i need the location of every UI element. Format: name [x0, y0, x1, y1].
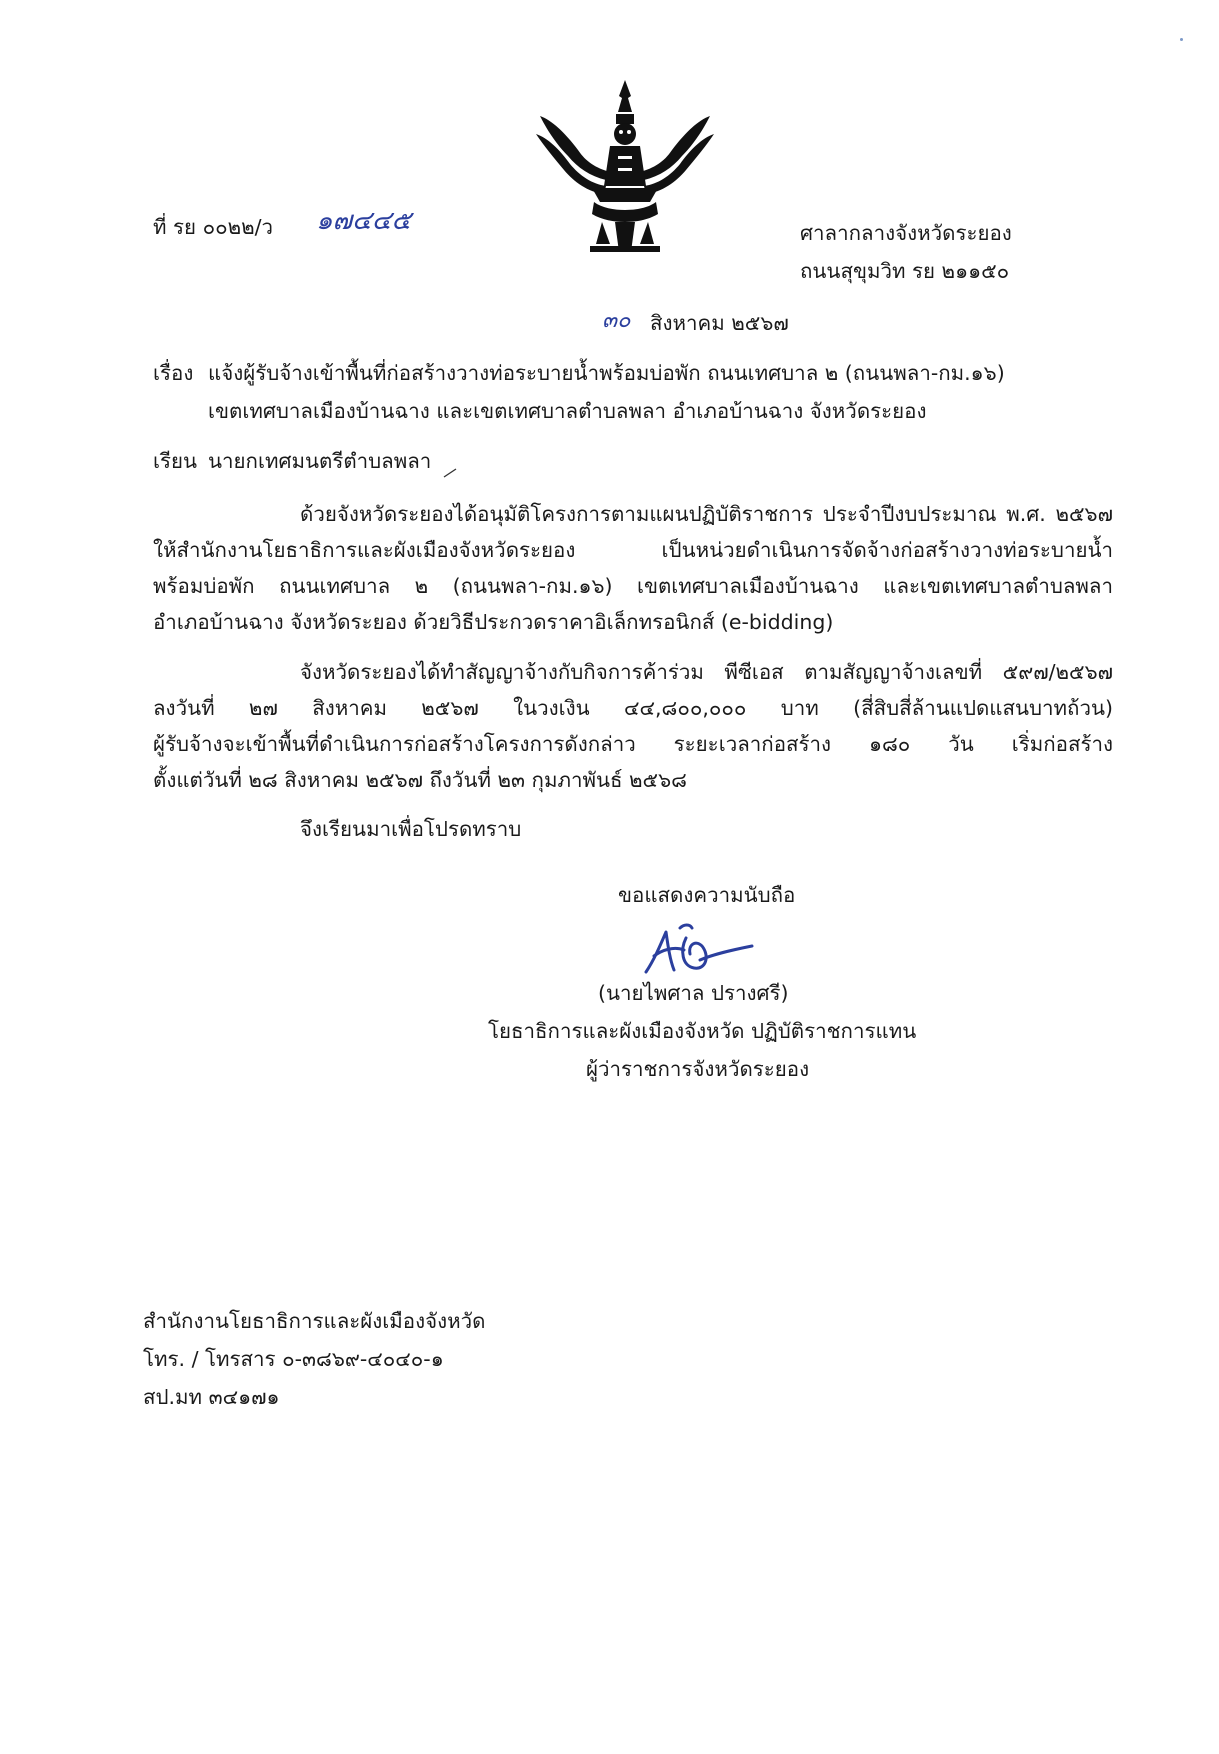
- date-month-year: สิงหาคม ๒๕๖๗: [650, 311, 789, 335]
- sender-office: ศาลากลางจังหวัดระยอง: [800, 221, 1012, 245]
- body-paragraph-1-line-4: อำเภอบ้านฉาง จังหวัดระยอง ด้วยวิธีประกวดราคาอิเล็กทรอนิกส์ (e-bidding): [153, 610, 834, 634]
- body-paragraph-2-line-4: ตั้งแต่วันที่ ๒๘ สิงหาคม ๒๕๖๗ ถึงวันที่ ๒๓ กุมภาพันธ์ ๒๕๖๘: [153, 768, 687, 792]
- footer-office: สำนักงานโยธาธิการและผังเมืองจังหวัด: [143, 1309, 486, 1333]
- body-paragraph-2-line-1: จังหวัดระยองได้ทำสัญญาจ้างกับกิจการค้าร่วม พีซีเอส ตามสัญญาจ้างเลขที่ ๕๙๗/๒๕๖๗: [300, 660, 1113, 684]
- addressee: นายกเทศมนตรีตำบลพลา: [208, 449, 432, 473]
- body-paragraph-2-line-3: ผู้รับจ้างจะเข้าพื้นที่ดำเนินการก่อสร้างโครงการดังกล่าว ระยะเวลาก่อสร้าง ๑๘๐ วัน เริ่มก่อสร้าง: [153, 732, 1113, 756]
- subject-line-1: แจ้งผู้รับจ้างเข้าพื้นที่ก่อสร้างวางท่อระบายน้ำพร้อมบ่อพัก ถนนเทศบาล ๒ (ถนนพลา-กม.๑๖): [208, 361, 1005, 385]
- signature-icon: [640, 920, 758, 984]
- body-paragraph-1-line-1: ด้วยจังหวัดระยองได้อนุมัติโครงการตามแผนปฏิบัติราชการ ประจำปีงบประมาณ พ.ศ. ๒๕๖๗: [300, 502, 1113, 526]
- checkmark-icon: [443, 468, 457, 478]
- date-day-handwritten: ๓๐: [602, 308, 631, 333]
- closing-line: จึงเรียนมาเพื่อโปรดทราบ: [300, 817, 522, 841]
- body-paragraph-1-line-3: พร้อมบ่อพัก ถนนเทศบาล ๒ (ถนนพลา-กม.๑๖) เขตเทศบาลเมืองบ้านฉาง และเขตเทศบาลตำบลพลา: [153, 574, 1113, 598]
- body-paragraph-2-line-2: ลงวันที่ ๒๗ สิงหาคม ๒๕๖๗ ในวงเงิน ๔๔,๘๐๐,๐๐๐ บาท (สี่สิบสี่ล้านแปดแสนบาทถ้วน): [153, 696, 1113, 720]
- signer-title-line-2: ผู้ว่าราชการจังหวัดระยอง: [586, 1057, 810, 1081]
- signer-title-line-1: โยธาธิการและผังเมืองจังหวัด ปฏิบัติราชการแทน: [488, 1019, 917, 1043]
- reference-prefix: ที่ รย ๐๐๒๒/ว: [153, 215, 274, 239]
- subject-label: เรื่อง: [153, 361, 194, 385]
- footer-code: สป.มท ๓๔๑๗๑: [143, 1385, 280, 1409]
- addressee-label: เรียน: [153, 449, 198, 473]
- sender-address: ถนนสุขุมวิท รย ๒๑๑๕๐: [800, 259, 1010, 283]
- subject-line-2: เขตเทศบาลเมืองบ้านฉาง และเขตเทศบาลตำบลพลา อำเภอบ้านฉาง จังหวัดระยอง: [208, 399, 927, 423]
- body-paragraph-1-line-2: ให้สำนักงานโยธาธิการและผังเมืองจังหวัดระยอง เป็นหน่วยดำเนินการจัดจ้างก่อสร้างวางท่อระบายน้ำ: [153, 538, 1113, 562]
- reference-number-handwritten: ๑๗๔๔๕: [316, 206, 412, 236]
- garuda-emblem-icon: [532, 76, 718, 260]
- regards: ขอแสดงความนับถือ: [618, 883, 796, 907]
- footer-phone: โทร. / โทรสาร ๐-๓๘๖๙-๔๐๔๐-๑: [143, 1347, 444, 1371]
- scan-speck: [1180, 38, 1183, 41]
- signer-name: (นายไพศาล ปรางศรี): [598, 981, 789, 1005]
